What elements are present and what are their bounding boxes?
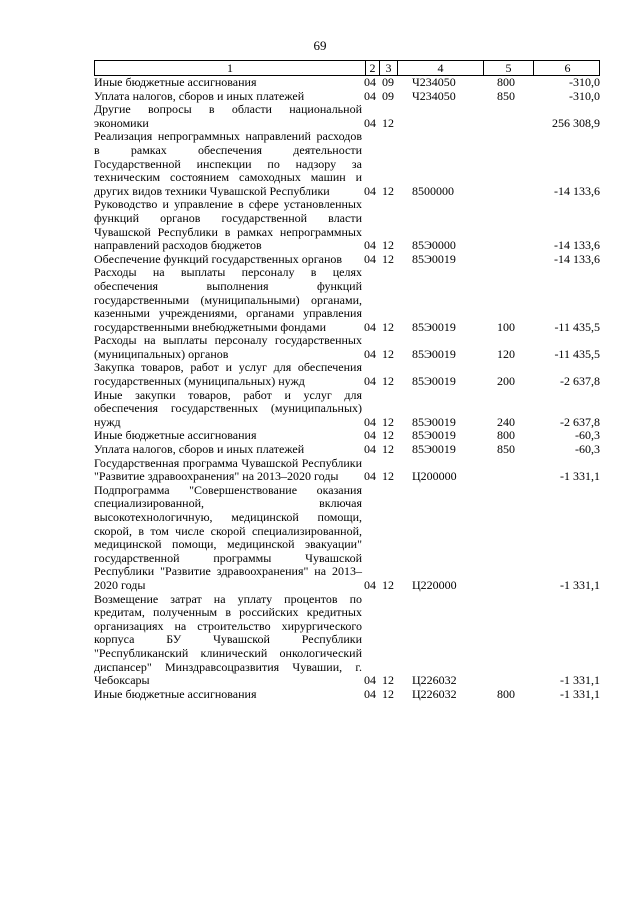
- row-target-article: Ч234050: [412, 75, 456, 89]
- row-expense-type: 200: [497, 374, 515, 389]
- row-amount: -1 331,1: [560, 686, 600, 701]
- row-target-article: 8500000: [412, 183, 454, 198]
- row-section: 04: [364, 115, 376, 130]
- row-subsection: 12: [382, 577, 394, 592]
- row-subsection: 09: [382, 75, 394, 89]
- row-section: 04: [364, 673, 376, 688]
- row-section: 04: [364, 469, 376, 484]
- table-header: [94, 60, 600, 76]
- row-name: Обеспечение функций государственных органов: [94, 251, 343, 266]
- row-expense-type: 850: [497, 88, 515, 103]
- row-target-article: 85Э0000: [412, 238, 456, 253]
- row-name: Иные бюджетные ассигнования: [94, 428, 257, 443]
- row-amount: -14 133,6: [554, 238, 600, 253]
- row-subsection: 09: [382, 88, 394, 103]
- row-target-article: Ч234050: [412, 88, 456, 103]
- row-section: 04: [364, 183, 376, 198]
- row-name: Государственная программа Чувашской Республики "Развитие здравоохранения" на 2013–2020 годы: [94, 455, 362, 484]
- row-amount: -310,0: [569, 88, 600, 103]
- row-name: Закупка товаров, работ и услуг для обеспечения государственных (муниципальных) нужд: [94, 360, 362, 389]
- budget-table: [94, 60, 600, 701]
- row-subsection: 12: [382, 319, 394, 334]
- header-col-3: 3: [379, 61, 397, 75]
- row-name: Другие вопросы в области национальной экономики: [94, 102, 362, 130]
- row-section: 04: [364, 75, 376, 89]
- row-section: 04: [364, 442, 376, 457]
- row-expense-type: 240: [497, 414, 515, 429]
- table-row: [94, 484, 600, 593]
- row-amount: -60,3: [575, 442, 600, 457]
- header-col-4: 4: [397, 61, 483, 75]
- row-subsection: 12: [382, 115, 394, 130]
- table-row: [94, 429, 600, 443]
- row-amount: -2 637,8: [560, 374, 600, 389]
- row-subsection: 12: [382, 673, 394, 688]
- row-subsection: 12: [382, 428, 394, 443]
- row-amount: -11 435,5: [554, 319, 600, 334]
- table-row: [94, 266, 600, 334]
- table-row: [94, 443, 600, 457]
- row-amount: -1 331,1: [560, 673, 600, 688]
- row-subsection: 12: [382, 686, 394, 701]
- row-target-article: 85Э0019: [412, 251, 456, 266]
- row-amount: -11 435,5: [554, 346, 600, 361]
- row-section: 04: [364, 346, 376, 361]
- table-row: [94, 130, 600, 198]
- table-body: [94, 76, 600, 701]
- table-row: [94, 198, 600, 252]
- table-row: [94, 361, 600, 388]
- table-row: [94, 457, 600, 484]
- row-subsection: 12: [382, 238, 394, 253]
- row-target-article: Ц220000: [412, 577, 457, 592]
- row-expense-type: 850: [497, 442, 515, 457]
- row-target-article: Ц226032: [412, 673, 457, 688]
- row-section: 04: [364, 238, 376, 253]
- row-name: Иные бюджетные ассигнования: [94, 686, 257, 701]
- row-section: 04: [364, 319, 376, 334]
- row-section: 04: [364, 374, 376, 389]
- row-amount: -2 637,8: [560, 414, 600, 429]
- row-amount: -60,3: [575, 428, 600, 443]
- row-expense-type: 800: [497, 428, 515, 443]
- table-row: [94, 688, 600, 702]
- table-row: [94, 389, 600, 430]
- row-name: Иные закупки товаров, работ и услуг для обеспечения государственных (муниципальных) нужд: [94, 387, 362, 429]
- row-section: 04: [364, 88, 376, 103]
- header-col-6: 6: [533, 61, 601, 75]
- row-expense-type: 800: [497, 75, 515, 89]
- table-row: [94, 593, 600, 688]
- row-name: Иные бюджетные ассигнования: [94, 75, 257, 89]
- row-section: 04: [364, 428, 376, 443]
- row-amount: -1 331,1: [560, 577, 600, 592]
- row-name: Подпрограмма "Совершенствование оказания специализированной, включая высокотехнологичную, медицинской помощи, скорой, в том числе скорой специализированной, медицинской помощи, медицинской эвакуации" государственной программы Чувашской Республики "Развитие здравоохранения" на 2013–2020 годы: [94, 482, 362, 592]
- row-target-article: 85Э0019: [412, 428, 456, 443]
- row-subsection: 12: [382, 414, 394, 429]
- row-name: Возмещение затрат на уплату процентов по кредитам, полученным в российских кредитных организациях на строительство хирургического корпуса БУ Чувашской Республики "Республиканский клинический онкологический диспансер" Минздравсоцразвития Чувашии, г. Чебоксары: [94, 591, 362, 688]
- header-col-1: 1: [227, 61, 233, 75]
- row-target-article: 85Э0019: [412, 319, 456, 334]
- row-expense-type: 120: [497, 346, 515, 361]
- table-row: [94, 253, 600, 267]
- row-amount: -310,0: [569, 75, 600, 89]
- row-section: 04: [364, 686, 376, 701]
- row-target-article: 85Э0019: [412, 374, 456, 389]
- header-col-5: 5: [483, 61, 533, 75]
- row-section: 04: [364, 414, 376, 429]
- row-expense-type: 800: [497, 686, 515, 701]
- row-amount: -14 133,6: [554, 183, 600, 198]
- row-subsection: 12: [382, 346, 394, 361]
- row-target-article: 85Э0019: [412, 414, 456, 429]
- table-row: [94, 103, 600, 130]
- row-target-article: 85Э0019: [412, 442, 456, 457]
- row-target-article: Ц200000: [412, 469, 457, 484]
- row-subsection: 12: [382, 183, 394, 198]
- row-subsection: 12: [382, 442, 394, 457]
- row-section: 04: [364, 251, 376, 266]
- row-target-article: Ц226032: [412, 686, 457, 701]
- row-name: Уплата налогов, сборов и иных платежей: [94, 88, 305, 103]
- row-name: Уплата налогов, сборов и иных платежей: [94, 442, 305, 457]
- page-number: 69: [313, 38, 327, 53]
- row-target-article: 85Э0019: [412, 346, 456, 361]
- row-name: Расходы на выплаты персоналу в целях обеспечения выполнения функций государственными (муниципальными) органами, казенными учреждениями, органами управления государственными внебюджетными фондами: [94, 265, 362, 334]
- row-name: Расходы на выплаты персоналу государственных (муниципальных) органов: [94, 333, 362, 361]
- row-subsection: 12: [382, 374, 394, 389]
- row-amount: 256 308,9: [552, 115, 600, 130]
- row-amount: -1 331,1: [560, 469, 600, 484]
- row-subsection: 12: [382, 251, 394, 266]
- table-row: [94, 76, 600, 90]
- row-subsection: 12: [382, 469, 394, 484]
- row-name: Реализация непрограммных направлений расходов в рамках обеспечения деятельности Государственной инспекции по надзору за техническим состоянием самоходных машин и других видов техники Чувашской Республики: [94, 129, 362, 198]
- table-row: [94, 334, 600, 361]
- header-col-2: 2: [365, 61, 379, 75]
- row-expense-type: 100: [497, 319, 515, 334]
- row-amount: -14 133,6: [554, 251, 600, 266]
- row-name: Руководство и управление в сфере установленных функций органов государственной власти Чувашской Республики в рамках непрограммных направлений расходов бюджетов: [94, 197, 362, 253]
- table-row: [94, 90, 600, 104]
- row-section: 04: [364, 577, 376, 592]
